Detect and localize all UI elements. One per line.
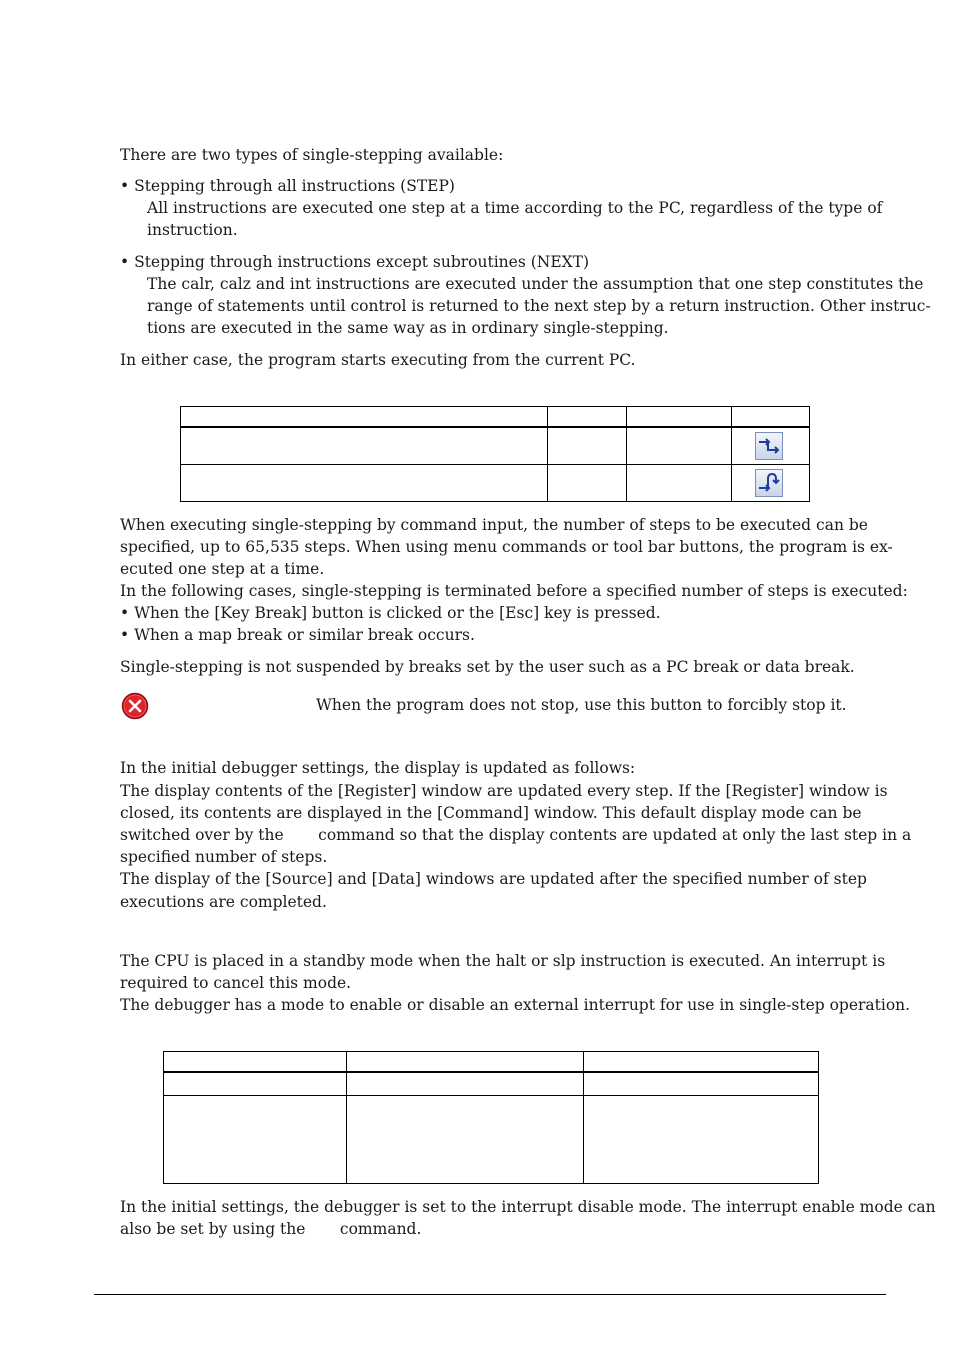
paragraph-line: The debugger has a mode to enable or disable an external interrupt for use in single-step operation. [120,996,911,1014]
either-case-text: In either case, the program starts executing from the current PC. [120,351,636,369]
table-header-rule [180,426,810,428]
step-type-line: instruction. [147,221,238,239]
step-type-heading: • Stepping through all instructions (STEP) [120,177,455,195]
table-row-rule [163,1095,819,1096]
table-column-rule [626,406,627,502]
paragraph-line: closed, its contents are displayed in the [Command] window. This default display mode can be [120,804,862,822]
paragraph-line: specified, up to 65,535 steps. When using menu commands or tool bar buttons, the program is ex- [120,538,893,556]
paragraph-line: required to cancel this mode. [120,974,352,992]
step-type-line: tions are executed in the same way as in ordinary single-stepping. [147,319,669,337]
paragraph-line: ecuted one step at a time. [120,560,325,578]
paragraph-line: • When a map break or similar break occurs. [120,626,475,644]
paragraph-line: The display of the [Source] and [Data] windows are updated after the specified number of step [120,870,867,888]
step-type-line: The calr, calz and int instructions are executed under the assumption that one step constitutes the [147,275,924,293]
paragraph-line: In the initial settings, the debugger is set to the interrupt disable mode. The interrupt enable mode can [120,1198,936,1216]
paragraph-line: In the following cases, single-stepping is terminated before a specified number of steps is executed: [120,582,908,600]
intro-text: There are two types of single-stepping available: [120,146,504,164]
key-break-icon[interactable] [120,691,150,721]
key-break-note: When the program does not stop, use this button to forcibly stop it. [316,696,847,714]
not-suspended-text: Single-stepping is not suspended by breaks set by the user such as a PC break or data break. [120,658,855,676]
table-row-rule [180,464,810,465]
step-type-line: All instructions are executed one step at a time according to the PC, regardless of the type of [147,199,883,217]
command-table-border [180,406,810,502]
paragraph-line: specified number of steps. [120,848,328,866]
paragraph-line: When executing single-stepping by command input, the number of steps to be executed can be [120,516,868,534]
paragraph-line: The display contents of the [Register] window are updated every step. If the [Register] window is [120,782,888,800]
table-header-rule [163,1071,819,1073]
footer-rule [94,1294,886,1295]
step-type-line: range of statements until control is returned to the next step by a return instruction. Other instruc- [147,297,931,315]
next-icon[interactable] [755,469,783,497]
paragraph-line: • When the [Key Break] button is clicked or the [Esc] key is pressed. [120,604,661,622]
step-type-heading: • Stepping through instructions except subroutines (NEXT) [120,253,590,271]
table-column-rule [583,1051,584,1184]
paragraph-line: executions are completed. [120,893,327,911]
paragraph-line: also be set by using the command. [120,1220,422,1238]
table-column-rule [547,406,548,502]
table-column-rule [346,1051,347,1184]
paragraph-line: In the initial debugger settings, the display is updated as follows: [120,759,636,777]
step-icon[interactable] [755,432,783,460]
table-column-rule [731,406,732,502]
paragraph-line: switched over by the command so that the display contents are updated at only the last step in a [120,826,912,844]
paragraph-line: The CPU is placed in a standby mode when the halt or slp instruction is executed. An interrupt is [120,952,886,970]
